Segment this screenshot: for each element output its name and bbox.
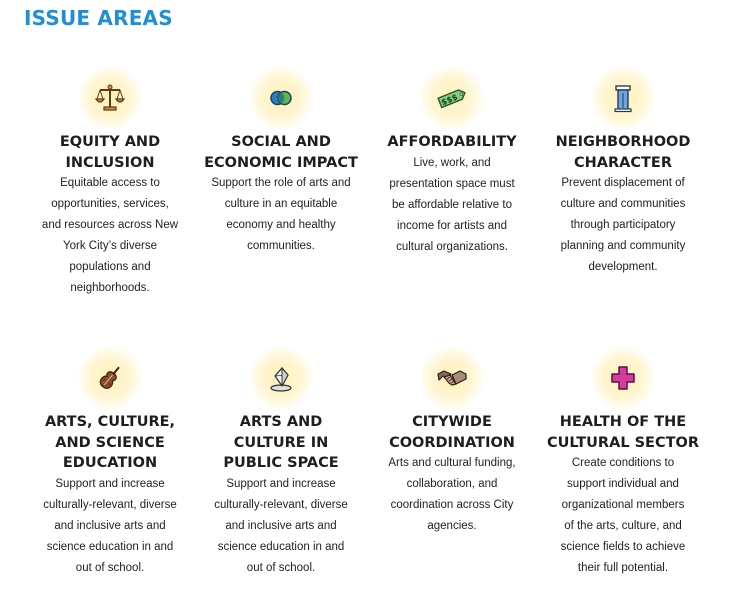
card-description (30, 173, 190, 299)
title-line: PUBLIC SPACE (223, 455, 339, 471)
card-description (372, 153, 532, 258)
desc-line: cultural organizations. (396, 240, 508, 253)
desc-line: support individual and (567, 478, 679, 490)
desc-line: science education in and (217, 540, 345, 553)
title-line: CULTURE IN (233, 434, 329, 451)
card-description (201, 173, 361, 257)
desc-line: Create conditions to (571, 457, 675, 469)
card-description (543, 173, 703, 278)
desc-line: economy and healthy (226, 219, 336, 231)
title-line: INCLUSION (65, 154, 155, 171)
card-title (543, 132, 703, 173)
desc-line: science education in and (46, 540, 174, 553)
desc-line: York City’s diverse (63, 240, 157, 252)
desc-line: through participatory (570, 219, 676, 231)
title-line: CITYWIDE (412, 414, 492, 430)
desc-line: organizational members (561, 499, 685, 511)
desc-line: out of school. (246, 561, 316, 574)
desc-line: Support the role of arts and (211, 177, 351, 189)
card-title (201, 132, 361, 173)
title-line: ARTS AND (239, 414, 323, 430)
icon-glow (249, 66, 313, 130)
desc-line: culture in an equitable (224, 198, 338, 210)
scales-icon (94, 82, 126, 114)
page-title: ISSUE AREAS (24, 6, 173, 30)
desc-line: neighborhoods. (70, 282, 150, 294)
price-tag-icon (436, 82, 468, 114)
title-line: CULTURAL SECTOR (547, 434, 699, 451)
card-description (543, 453, 703, 579)
icon-glow (78, 346, 142, 410)
issue-card-citywide (372, 346, 532, 537)
issue-card-social-economic (201, 66, 361, 257)
title-line: ARTS, CULTURE, (44, 414, 176, 430)
desc-line: collaboration, and (406, 478, 498, 490)
handshake-icon (436, 362, 468, 394)
desc-line: Prevent displacement of (561, 177, 685, 189)
overlapping-circles-icon (265, 82, 297, 114)
title-line: EQUITY AND (59, 134, 161, 150)
title-line: CHARACTER (574, 154, 672, 171)
health-cross-icon (607, 362, 639, 394)
title-line: EDUCATION (62, 455, 158, 471)
issue-card-health (543, 346, 703, 579)
desc-line: development. (588, 261, 658, 273)
card-title (30, 412, 190, 474)
issue-card-public-space (201, 346, 361, 579)
desc-line: Equitable access to (60, 177, 160, 189)
title-line: COORDINATION (389, 434, 515, 451)
sculpture-icon (265, 362, 297, 394)
desc-line: coordination across City (390, 499, 514, 511)
desc-line: and resources across New (41, 219, 179, 231)
card-description (372, 453, 532, 537)
desc-line: Support and increase (226, 477, 336, 490)
desc-line: out of school. (75, 561, 145, 574)
violin-icon (94, 362, 126, 394)
card-title (201, 412, 361, 474)
desc-line: and inclusive arts and (225, 519, 337, 532)
icon-glow (78, 66, 142, 130)
issue-card-affordability (372, 66, 532, 258)
desc-line: be affordable relative to (392, 198, 512, 211)
desc-line: culturally-relevant, diverse (43, 498, 177, 511)
building-icon (607, 82, 639, 114)
card-title (543, 412, 703, 453)
desc-line: communities. (247, 240, 315, 252)
desc-line: culturally-relevant, diverse (214, 498, 348, 511)
desc-line: Arts and cultural funding, (388, 457, 516, 469)
icon-glow (591, 66, 655, 130)
tag-text: $$$ (440, 92, 459, 108)
desc-line: of the arts, culture, and (564, 520, 682, 532)
card-title (372, 412, 532, 453)
icon-glow (420, 66, 484, 130)
card-title (372, 132, 532, 153)
icon-glow (249, 346, 313, 410)
title-line: ECONOMIC IMPACT (204, 154, 358, 171)
icon-glow (591, 346, 655, 410)
desc-line: planning and community (560, 240, 686, 252)
desc-line: income for artists and (397, 219, 507, 232)
card-description (201, 474, 361, 579)
title-line: HEALTH OF THE (559, 414, 687, 430)
desc-line: Support and increase (55, 477, 165, 490)
title-line: AND SCIENCE (55, 434, 165, 451)
desc-line: and inclusive arts and (54, 519, 166, 532)
issue-card-equity (30, 66, 190, 299)
icon-glow (420, 346, 484, 410)
issue-card-neighborhood (543, 66, 703, 278)
issue-card-education (30, 346, 190, 579)
desc-line: their full potential. (577, 562, 669, 574)
desc-line: presentation space must (389, 177, 515, 190)
desc-line: culture and communities (560, 198, 686, 210)
title-line: AFFORDABILITY (387, 134, 517, 150)
card-title (30, 132, 190, 173)
title-line: NEIGHBORHOOD (555, 134, 691, 150)
card-description (30, 474, 190, 579)
desc-line: populations and (69, 261, 151, 273)
title-line: SOCIAL AND (231, 134, 331, 150)
desc-line: Live, work, and (413, 156, 491, 169)
desc-line: agencies. (427, 520, 477, 532)
desc-line: opportunities, services, (51, 198, 169, 210)
desc-line: science fields to achieve (560, 541, 686, 553)
